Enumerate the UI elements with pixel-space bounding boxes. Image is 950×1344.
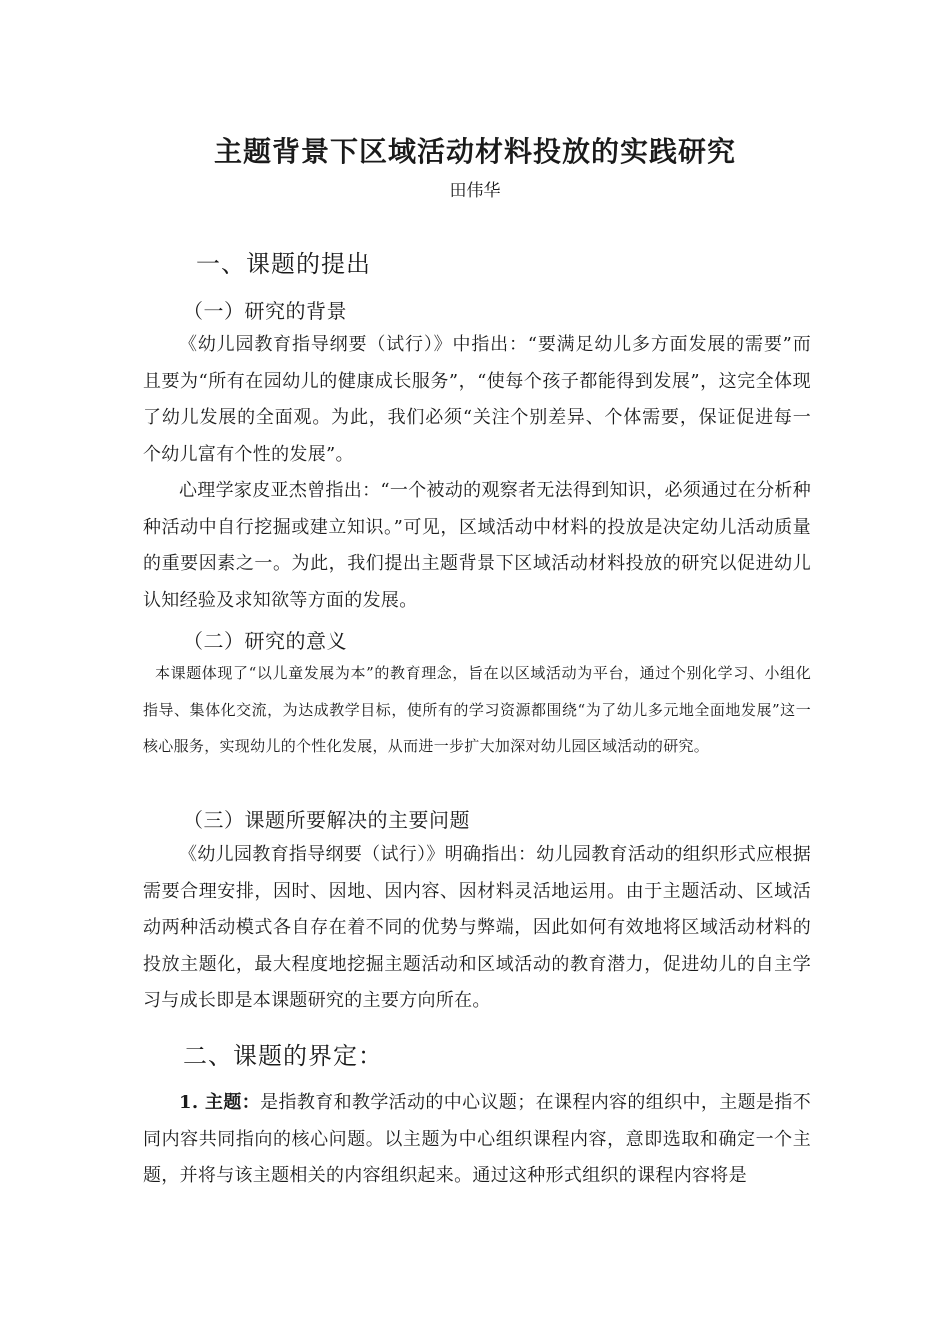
document-title: 主题背景下区域活动材料投放的实践研究 — [213, 135, 736, 168]
section-1-1-paragraph-2: 心理学家皮亚杰曾指出：“一个被动的观察者无法得到知识，必须通过在分析种种活动中自行挖掘或建立知识。”可见，区域活动中材料的投放是决定幼儿活动质量的重要因素之一。为此，我们提出主题背景下区域活动材料投放的研究以促进幼儿认知经验及求知欲等方面的发展。 — [143, 480, 811, 611]
document-author: 田伟华 — [449, 181, 501, 201]
section-2-heading: 二、课题的界定： — [183, 1042, 383, 1070]
section-1-heading: 一、课题的提出 — [196, 250, 371, 278]
section-2-definition-1 — [143, 1085, 811, 1195]
section-1-3-heading: （三）课题所要解决的主要问题 — [183, 808, 470, 832]
section-1-1-paragraph-1: 《幼儿园教育指导纲要（试行）》中指出：“要满足幼儿多方面发展的需要”而且要为“所有在园幼儿的健康成长服务”，“使每个孩子都能得到发展”，这完全体现了幼儿发展的全面观。为此，我们必须“关注个别差异、个体需要，保证促进每一个幼儿富有个性的发展”。 — [143, 334, 811, 465]
section-1-2-heading: （二）研究的意义 — [183, 629, 347, 653]
section-1-1-heading: （一）研究的背景 — [183, 299, 347, 323]
section-1-2-paragraph-1: 本课题体现了“以儿童发展为本”的教育理念，旨在以区域活动为平台，通过个别化学习、小组化指导、集体化交流，为达成教学目标，使所有的学习资源都围绕“为了幼儿多元地全面地发展”这一核心服务，实现幼儿的个性化发展，从而进一步扩大加深对幼儿园区域活动的研究。 — [143, 664, 811, 755]
definition-term: 1. 主题： — [179, 1092, 261, 1113]
definition-text: 是指教育和教学活动的中心议题；在课程内容的组织中，主题是指不同内容共同指向的核心问题。以主题为中心组织课程内容，意即选取和确定一个主题，并将与该主题相关的内容组织起来。通过这种形式组织的课程内容将是 — [143, 1092, 812, 1186]
section-1-3-paragraph-1: 《幼儿园教育指导纲要（试行）》明确指出：幼儿园教育活动的组织形式应根据需要合理安排，因时、因地、因内容、因材料灵活地运用。由于主题活动、区域活动两种活动模式各自存在着不同的优势与弊端，因此如何有效地将区域活动材料的投放主题化，最大程度地挖掘主题活动和区域活动的教育潜力，促进幼儿的自主学习与成长即是本课题研究的主要方向所在。 — [143, 844, 811, 1011]
